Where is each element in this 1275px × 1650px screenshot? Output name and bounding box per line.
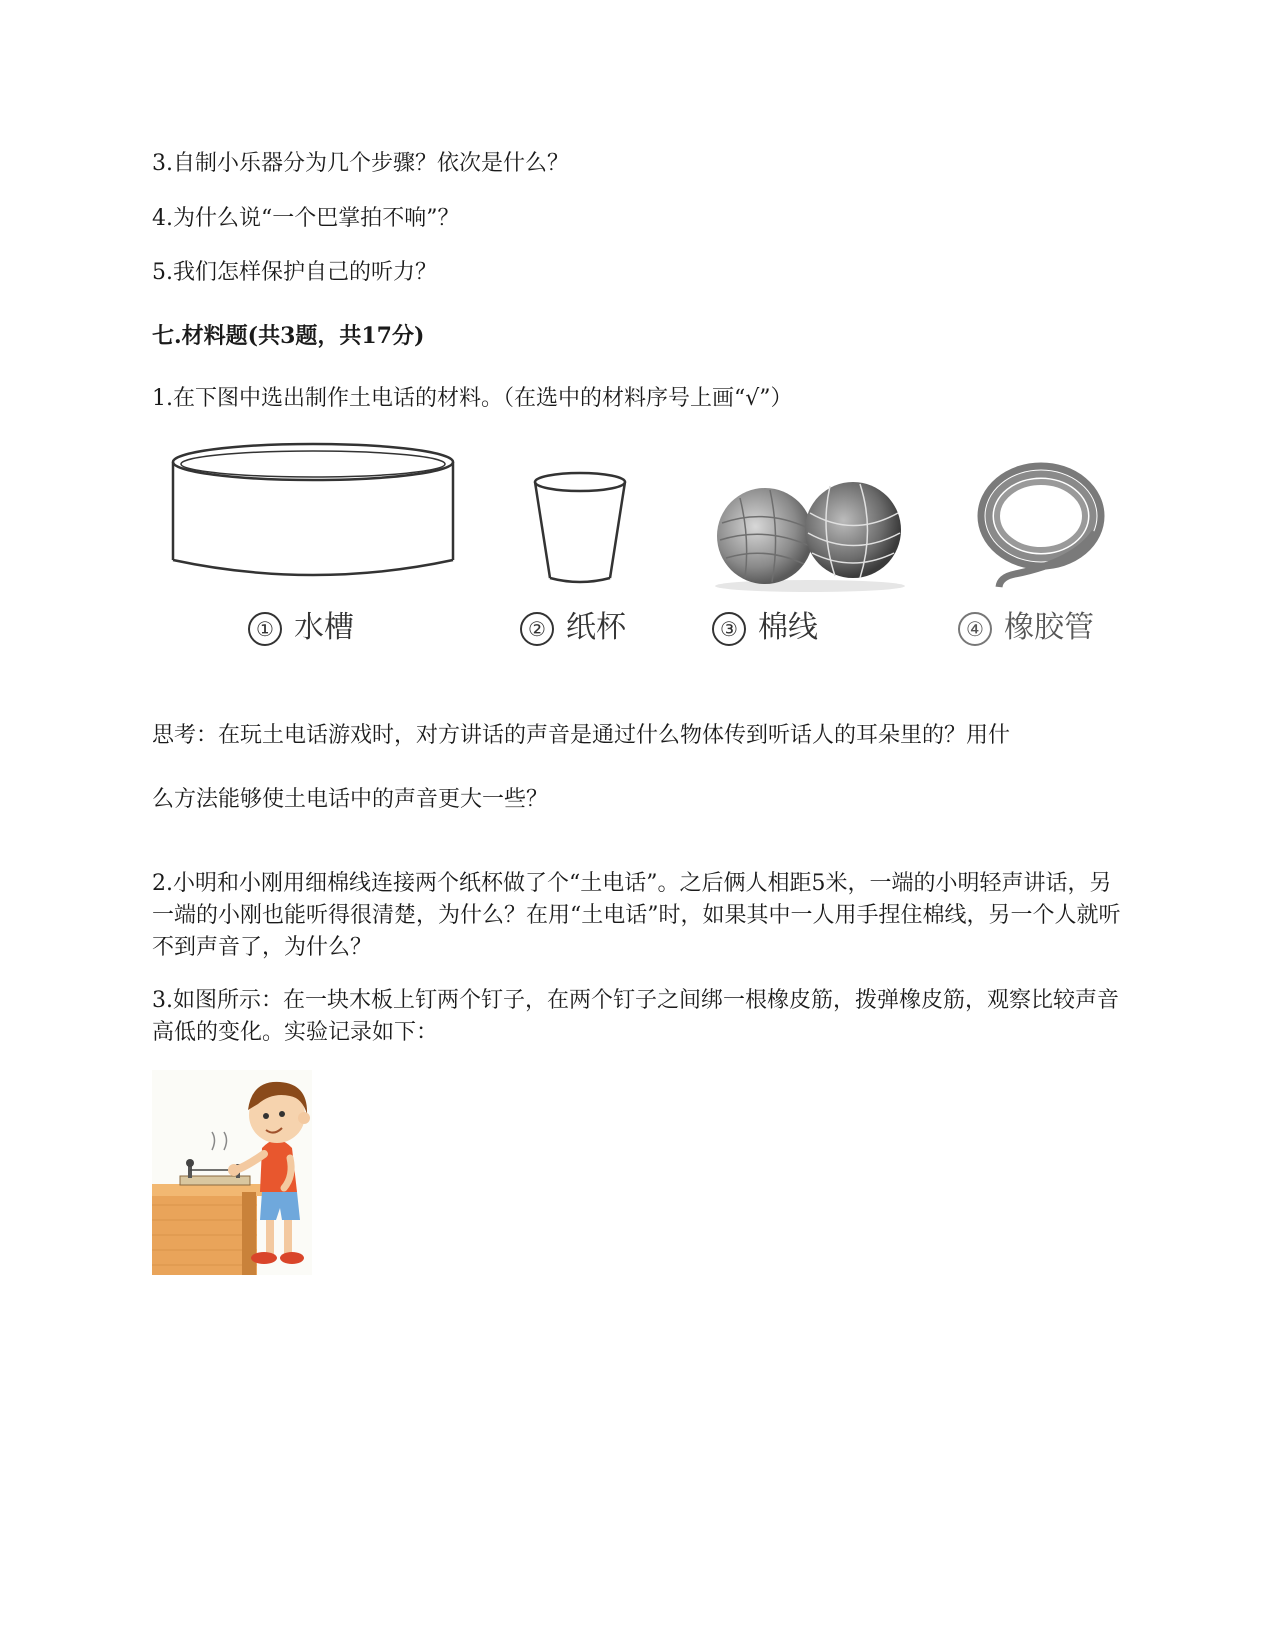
question-5-text: 5.我们怎样保护自己的听力？ — [152, 260, 437, 285]
paper-cup-illustration — [530, 470, 630, 590]
boy-rubber-band-experiment-illustration — [152, 1070, 312, 1275]
material-question-2-text: 2.小明和小刚用细棉线连接两个纸杯做了个“土电话”。之后俩人相距5米，一端的小明轻声讲话，另一端的小刚也能听得很清楚，为什么？在用“土电话”时，如果其中一人用手捏住棉线，另一个人就听不到声音了，为什么？ — [152, 871, 1121, 960]
water-tank-illustration — [168, 440, 458, 590]
material-question-3-text: 3.如图所示：在一块木板上钉两个钉子，在两个钉子之间绑一根橡皮筋，拨弹橡皮筋，观察比较声音高低的变化。实验记录如下： — [152, 988, 1119, 1045]
question-4-text: 4.为什么说“一个巴掌拍不响”？ — [152, 206, 460, 231]
material-2-caption: ② 纸杯 — [520, 602, 626, 646]
cotton-thread-illustration — [710, 478, 910, 593]
material-question-1-prompt: 1.在下图中选出制作土电话的材料。（在选中的材料序号上画“√”） — [152, 386, 793, 411]
question-3-text: 3.自制小乐器分为几个步骤？依次是什么？ — [152, 151, 569, 176]
material-1-caption: ① 水槽 — [248, 602, 354, 646]
material-4-caption: ④ 橡胶管 — [958, 602, 1094, 646]
think-question-line-2: 么方法能够使土电话中的声音更大一些？ — [152, 787, 549, 812]
material-3-caption: ③ 棉线 — [712, 602, 818, 646]
rubber-tube-illustration — [975, 462, 1110, 597]
think-question-line-1: 思考：在玩土电话游戏时，对方讲话的声音是通过什么物体传到听话人的耳朵里的？用什 — [152, 723, 1011, 748]
section-heading: 七.材料题(共3题，共17分) — [152, 323, 425, 349]
